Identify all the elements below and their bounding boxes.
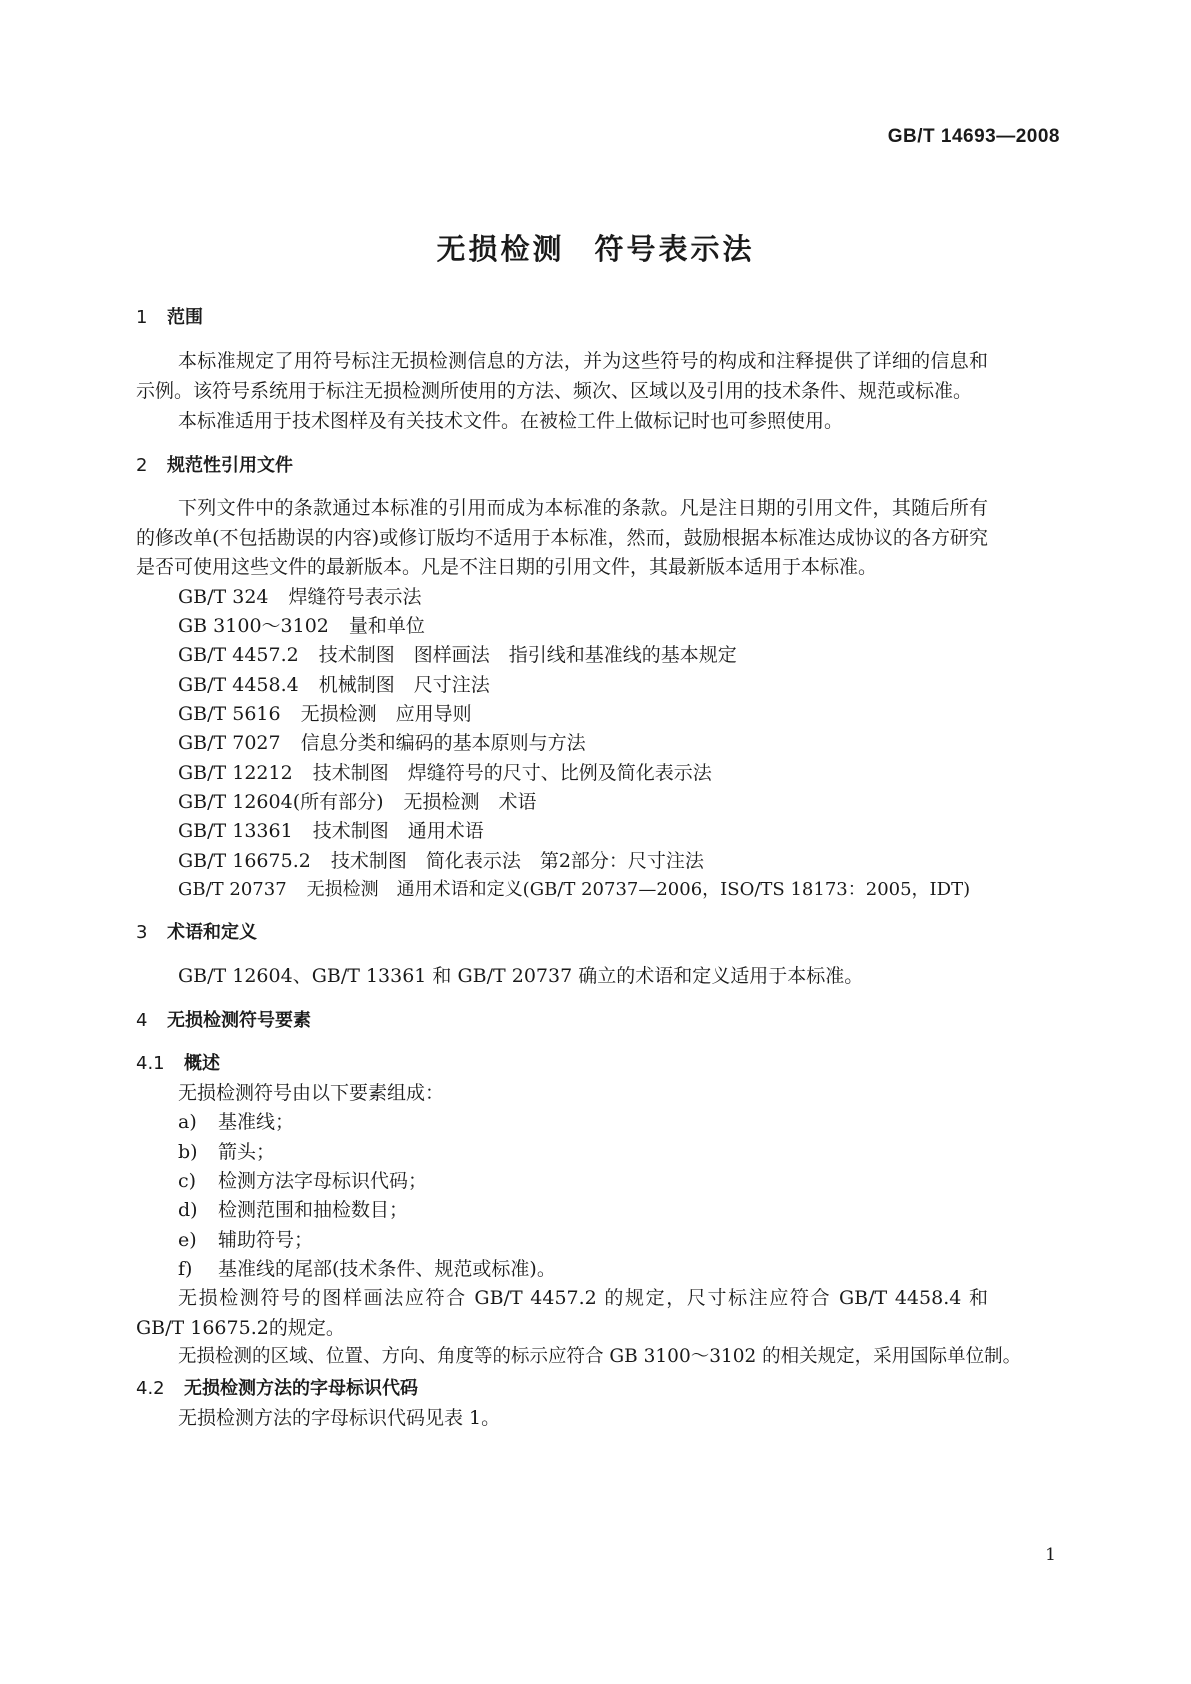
- standard-code: GB/T 14693—2008: [887, 126, 1060, 147]
- list-item: b) 箭头；: [178, 1141, 276, 1163]
- section-4-1-heading: 4.1 概述: [136, 1053, 220, 1074]
- list-item: c) 检测方法字母标识代码；: [178, 1170, 428, 1192]
- reference-item: GB/T 13361 技术制图 通用术语: [178, 820, 484, 842]
- section-1-paragraph-1-line-1: 本标准规定了用符号标注无损检测信息的方法，并为这些符号的构成和注释提供了详细的信息和: [178, 350, 988, 372]
- section-4-heading: 4 无损检测符号要素: [136, 1010, 311, 1031]
- section-4-2-heading: 4.2 无损检测方法的字母标识代码: [136, 1378, 418, 1399]
- reference-item: GB/T 324 焊缝符号表示法: [178, 586, 422, 608]
- section-2-paragraph-line-2: 的修改单(不包括勘误的内容)或修订版均不适用于本标准，然而，鼓励根据本标准达成协议的各方研究: [136, 527, 988, 549]
- title-part-1: 无损检测: [436, 232, 565, 266]
- reference-item: GB/T 4457.2 技术制图 图样画法 指引线和基准线的基本规定: [178, 644, 737, 666]
- section-2-heading: 2 规范性引用文件: [136, 455, 293, 476]
- reference-item: GB/T 5616 无损检测 应用导则: [178, 703, 472, 725]
- section-4-1-paragraph-2-line-1: 无损检测符号的图样画法应符合 GB/T 4457.2 的规定，尺寸标注应符合 GB/T 4458.4 和: [178, 1287, 988, 1309]
- page-number: 1: [1045, 1545, 1056, 1565]
- section-2-paragraph-line-3: 是否可使用这些文件的最新版本。凡是不注日期的引用文件，其最新版本适用于本标准。: [136, 556, 878, 578]
- reference-item: GB/T 12212 技术制图 焊缝符号的尺寸、比例及简化表示法: [178, 762, 712, 784]
- title-part-2: 符号表示法: [594, 232, 755, 266]
- document-title: [0, 227, 1191, 268]
- section-1-paragraph-2: 本标准适用于技术图样及有关技术文件。在被检工件上做标记时也可参照使用。: [178, 410, 844, 432]
- section-4-1-intro: 无损检测符号由以下要素组成：: [178, 1082, 445, 1104]
- list-item: e) 辅助符号；: [178, 1229, 314, 1251]
- reference-item: GB/T 20737 无损检测 通用术语和定义(GB/T 20737—2006，ISO/TS 18173：2005，IDT): [178, 879, 971, 900]
- section-1-heading: 1 范围: [136, 307, 203, 328]
- section-4-2-paragraph: 无损检测方法的字母标识代码见表 1。: [178, 1407, 501, 1429]
- section-4-1-paragraph-2-line-2: GB/T 16675.2的规定。: [136, 1317, 345, 1339]
- section-2-paragraph-line-1: 下列文件中的条款通过本标准的引用而成为本标准的条款。凡是注日期的引用文件，其随后所有: [178, 497, 988, 519]
- reference-item: GB/T 4458.4 机械制图 尺寸注法: [178, 674, 490, 696]
- reference-item: GB/T 12604(所有部分) 无损检测 术语: [178, 791, 537, 813]
- section-3-heading: 3 术语和定义: [136, 922, 257, 943]
- list-item: a) 基准线；: [178, 1111, 295, 1133]
- section-4-1-paragraph-3: 无损检测的区域、位置、方向、角度等的标示应符合 GB 3100～3102 的相关规定，采用国际单位制。: [178, 1346, 1022, 1367]
- section-1-paragraph-1-line-2: 示例。该符号系统用于标注无损检测所使用的方法、频次、区域以及引用的技术条件、规范或标准。: [136, 380, 973, 402]
- list-item: f) 基准线的尾部(技术条件、规范或标准)。: [178, 1258, 556, 1280]
- reference-item: GB 3100～3102 量和单位: [178, 615, 425, 637]
- reference-item: GB/T 16675.2 技术制图 简化表示法 第2部分：尺寸注法: [178, 850, 704, 872]
- section-3-paragraph: GB/T 12604、GB/T 13361 和 GB/T 20737 确立的术语和定义适用于本标准。: [178, 965, 864, 987]
- list-item: d) 检测范围和抽检数目；: [178, 1199, 409, 1221]
- reference-item: GB/T 7027 信息分类和编码的基本原则与方法: [178, 732, 586, 754]
